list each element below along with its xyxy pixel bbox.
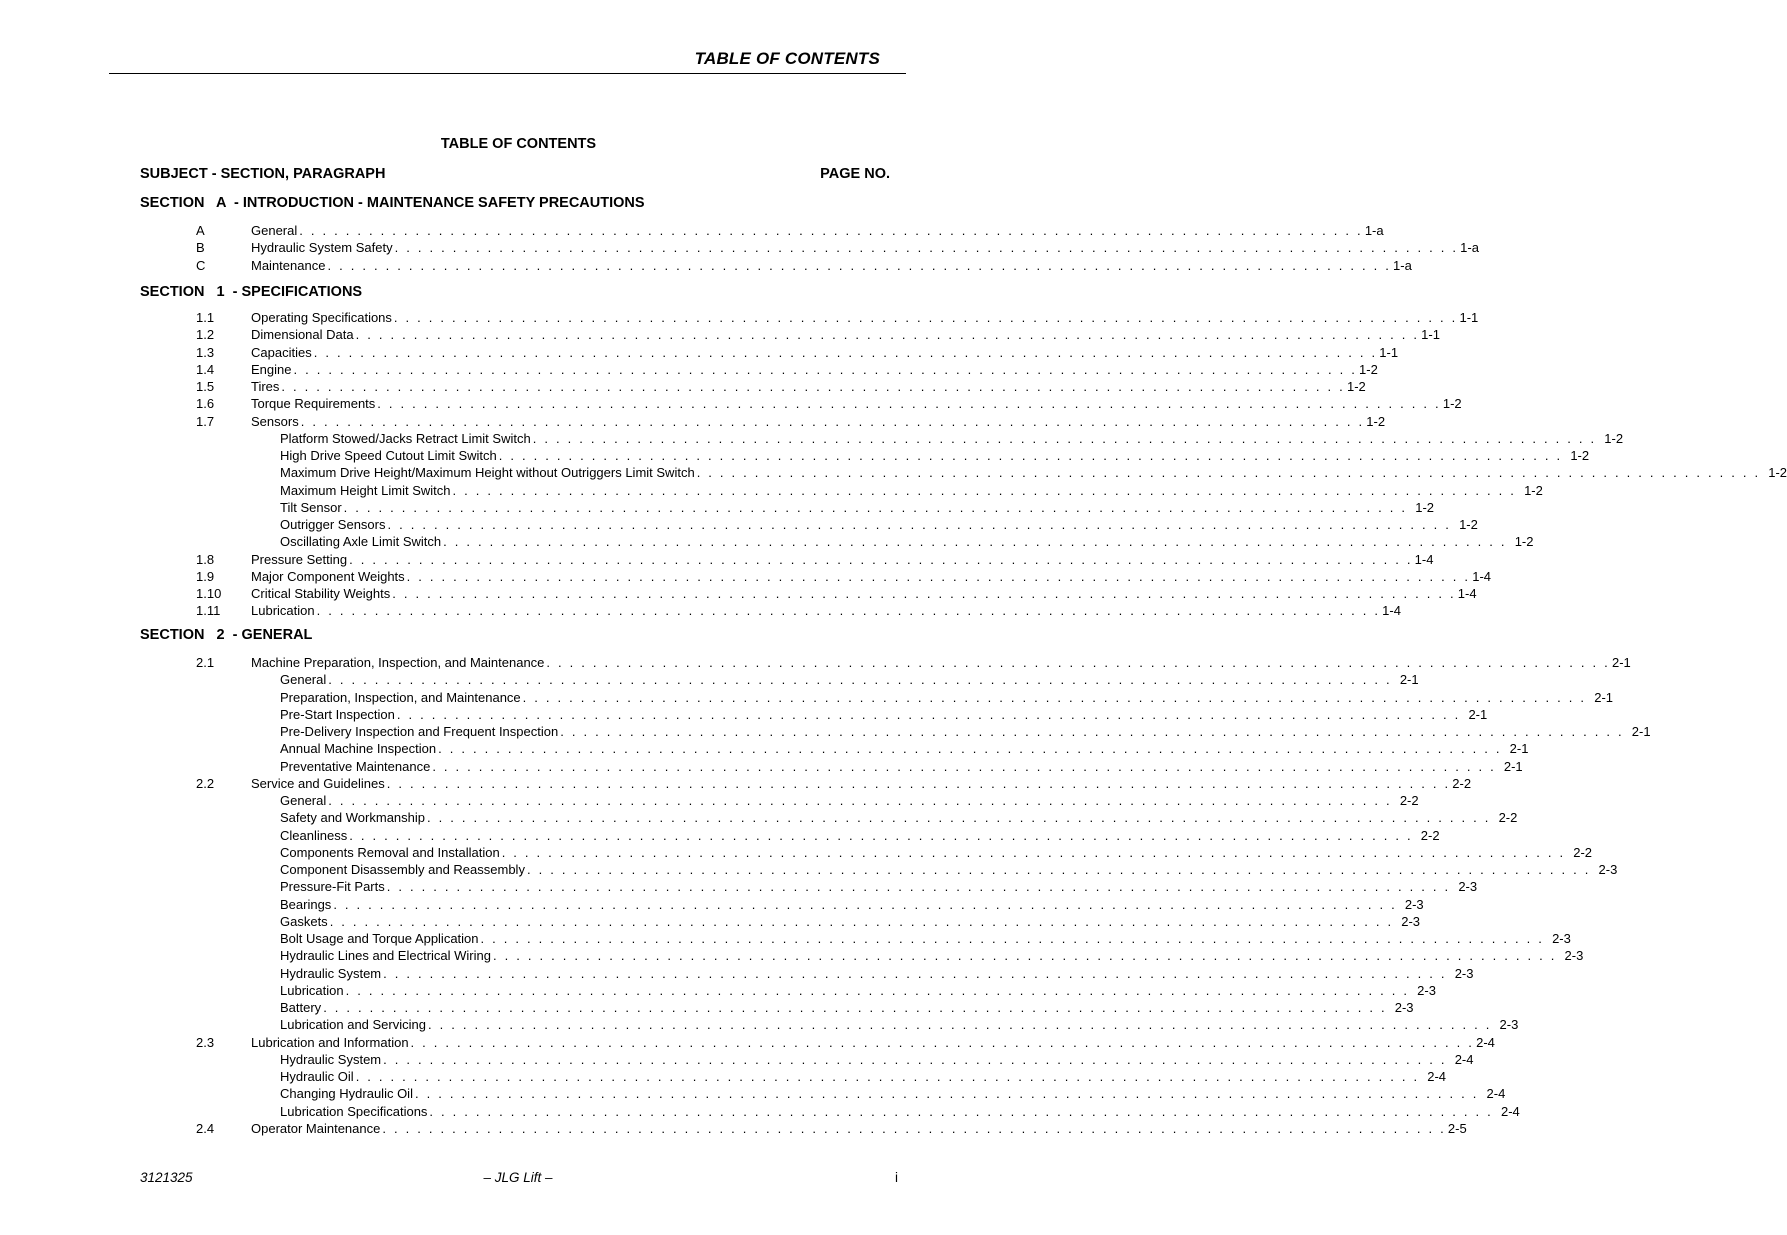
page-column-head: PAGE NO. bbox=[820, 166, 890, 182]
toc-entry-title: Operator Maintenance bbox=[251, 1120, 381, 1136]
dot-leader: . . . . . . . . . . . . . . . . . . . . . . . . . . . . . . . . . . . . . . . . . . . . . . . . . . . . . . . . . . . . . . . . . . . . . . . . . . . . . . . . . . . . . . . . . . . . bbox=[443, 534, 1507, 550]
dot-leader: . . . . . . . . . . . . . . . . . . . . . . . . . . . . . . . . . . . . . . . . . . . . . . . . . . . . . . . . . . . . . . . . . . . . . . . . . . . . . . . . . . . . . . . . . . . . bbox=[343, 499, 1408, 515]
toc-entry-title: Engine bbox=[251, 361, 292, 377]
toc-entry[interactable] bbox=[0, 999, 1414, 1016]
footer-doc-number: 3121325 bbox=[140, 1170, 193, 1185]
toc-entry-page: 1-a bbox=[1364, 223, 1384, 238]
toc-entry[interactable] bbox=[0, 1051, 1474, 1068]
toc-entry[interactable] bbox=[0, 568, 1492, 585]
toc-entry[interactable] bbox=[0, 775, 1472, 792]
doc-title: TABLE OF CONTENTS bbox=[440, 136, 597, 152]
toc-entry-page: 1-2 bbox=[1514, 534, 1534, 550]
dot-leader: . . . . . . . . . . . . . . . . . . . . . . . . . . . . . . . . . . . . . . . . . . . . . . . . . . . . . . . . . . . . . . . . . . . . . . . . . . . . . . . . . . . . . . . . . . . . bbox=[498, 448, 1563, 463]
toc-entry-page: 2-2 bbox=[1452, 775, 1472, 791]
toc-entry-title: Hydraulic System bbox=[280, 965, 382, 981]
toc-entry-title: General bbox=[251, 223, 298, 238]
toc-entry-page: 1-2 bbox=[1524, 482, 1543, 498]
toc-entry-title: Operating Specifications bbox=[251, 310, 392, 325]
toc-entry-number: B bbox=[196, 240, 205, 256]
toc-entry-title: Torque Requirements bbox=[251, 396, 376, 412]
toc-entry-title: Outrigger Sensors bbox=[280, 517, 386, 532]
toc-entry-page: 1-2 bbox=[1442, 396, 1462, 412]
toc-entry-title: Preparation, Inspection, and Maintenance bbox=[280, 689, 521, 705]
toc-entry-page: 2-4 bbox=[1454, 1051, 1474, 1067]
toc-entry-page: 2-1 bbox=[1503, 758, 1523, 774]
toc-entry[interactable] bbox=[0, 1103, 1520, 1120]
toc-entry-page: 1-2 bbox=[1459, 517, 1478, 532]
section-heading: SECTION 1 - SPECIFICATIONS bbox=[140, 284, 363, 300]
dot-leader: . . . . . . . . . . . . . . . . . . . . . . . . . . . . . . . . . . . . . . . . . . . . . . . . . . . . . . . . . . . . . . . . . . . . . . . . . . . . . . . . . . . . . . . . . . . . bbox=[429, 1103, 1493, 1119]
dot-leader: . . . . . . . . . . . . . . . . . . . . . . . . . . . . . . . . . . . . . . . . . . . . . . . . . . . . . . . . . . . . . . . . . . . . . . . . . . . . . . . . . . . . . . . . . . . . bbox=[383, 1051, 1447, 1067]
toc-entry-title: Bolt Usage and Torque Application bbox=[280, 931, 479, 946]
toc-entry-page: 1-2 bbox=[1768, 465, 1787, 481]
toc-entry-page: 2-1 bbox=[1399, 672, 1419, 688]
toc-entry[interactable] bbox=[0, 896, 1424, 913]
toc-entry-title: Battery bbox=[280, 1000, 322, 1015]
dot-leader: . . . . . . . . . . . . . . . . . . . . . . . . . . . . . . . . . . . . . . . . . . . . . . . . . . . . . . . . . . . . . . . . . . . . . . . . . . . . . . . . . . . . . . . . . . . . bbox=[394, 240, 1459, 256]
toc-entry-title: Lubrication bbox=[280, 982, 344, 998]
dot-leader: . . . . . . . . . . . . . . . . . . . . . . . . . . . . . . . . . . . . . . . . . . . . . . . . . . . . . . . . . . . . . . . . . . . . . . . . . . . . . . . . . . . . . . . . . . . . bbox=[492, 948, 1557, 964]
toc-entry-page: 2-1 bbox=[1468, 706, 1488, 722]
dot-leader: . . . . . . . . . . . . . . . . . . . . . . . . . . . . . . . . . . . . . . . . . . . . . . . . . . . . . . . . . . . . . . . . . . . . . . . . . . . . . . . . . . . . . . . . . . . . bbox=[393, 310, 1458, 325]
toc-entry-number: 1.11 bbox=[196, 603, 221, 619]
toc-entry[interactable] bbox=[0, 947, 1584, 964]
toc-entry[interactable] bbox=[0, 982, 1436, 999]
dot-leader: . . . . . . . . . . . . . . . . . . . . . . . . . . . . . . . . . . . . . . . . . . . . . . . . . . . . . . . . . . . . . . . . . . . . . . . . . . . . . . . . . . . . . . . . . . . . bbox=[349, 551, 1413, 567]
toc-entry[interactable] bbox=[0, 723, 1651, 740]
toc-entry-title: Components Removal and Installation bbox=[280, 844, 500, 860]
dot-leader: . . . . . . . . . . . . . . . . . . . . . . . . . . . . . . . . . . . . . . . . . . . . . . . . . . . . . . . . . . . . . . . . . . . . . . . . . . . . . . . . . . . . . . . . . . . . bbox=[480, 931, 1545, 946]
toc-entry-title: Oscillating Axle Limit Switch bbox=[280, 534, 442, 550]
dot-leader: . . . . . . . . . . . . . . . . . . . . . . . . . . . . . . . . . . . . . . . . . . . . . . . . . . . . . . . . . . . . . . . . . . . . . . . . . . . . . . . . . . . . . . . . . . . . bbox=[333, 896, 1397, 912]
toc-entry[interactable] bbox=[0, 861, 1618, 878]
dot-leader: . . . . . . . . . . . . . . . . . . . . . . . . . . . . . . . . . . . . . . . . . . . . . . . . . . . . . . . . . . . . . . . . . . . . . . . . . . . . . . . . . . . . . . . . . . . . bbox=[452, 482, 1517, 498]
toc-entry-title: Critical Stability Weights bbox=[251, 586, 391, 601]
toc-entry-page: 2-3 bbox=[1458, 879, 1478, 895]
toc-entry-page: 1-1 bbox=[1379, 344, 1399, 360]
toc-entry[interactable] bbox=[0, 222, 1384, 239]
toc-entry[interactable] bbox=[0, 689, 1614, 706]
toc-entry-page: 2-3 bbox=[1564, 948, 1584, 964]
toc-entry[interactable] bbox=[0, 447, 1590, 464]
toc-entry-title: Pre-Start Inspection bbox=[280, 706, 395, 722]
toc-entry[interactable] bbox=[0, 430, 1624, 447]
toc-entry[interactable] bbox=[0, 344, 1399, 361]
toc-entry[interactable] bbox=[0, 602, 1401, 619]
toc-entry-page: 2-3 bbox=[1394, 1000, 1414, 1015]
toc-entry-title: General bbox=[280, 672, 327, 688]
toc-entry[interactable] bbox=[0, 913, 1421, 930]
toc-entry-page: 1-4 bbox=[1382, 603, 1401, 619]
dot-leader: . . . . . . . . . . . . . . . . . . . . . . . . . . . . . . . . . . . . . . . . . . . . . . . . . . . . . . . . . . . . . . . . . . . . . . . . . . . . . . . . . . . . . . . . . . . . bbox=[313, 344, 1378, 360]
toc-entry[interactable] bbox=[0, 464, 1787, 481]
toc-entry-title: Lubrication and Information bbox=[251, 1034, 409, 1050]
dot-leader: . . . . . . . . . . . . . . . . . . . . . . . . . . . . . . . . . . . . . . . . . . . . . . . . . . . . . . . . . . . . . . . . . . . . . . . . . . . . . . . . . . . . . . . . . . . . bbox=[501, 844, 1566, 860]
dot-leader: . . . . . . . . . . . . . . . . . . . . . . . . . . . . . . . . . . . . . . . . . . . . . . . . . . . . . . . . . . . . . . . . . . . . . . . . . . . . . . . . . . . . . . . . . . . . bbox=[406, 568, 1471, 584]
toc-entry-page: 1-2 bbox=[1570, 448, 1590, 463]
dot-leader: . . . . . . . . . . . . . . . . . . . . . . . . . . . . . . . . . . . . . . . . . . . . . . . . . . . . . . . . . . . . . . . . . . . . . . . . . . . . . . . . . . . . . . . . . . . . bbox=[696, 465, 1761, 481]
toc-entry-number: 1.6 bbox=[196, 396, 215, 412]
toc-entry[interactable] bbox=[0, 413, 1386, 430]
toc-entry-title: Maintenance bbox=[251, 257, 326, 273]
toc-entry-page: 2-1 bbox=[1631, 724, 1651, 739]
dot-leader: . . . . . . . . . . . . . . . . . . . . . . . . . . . . . . . . . . . . . . . . . . . . . . . . . . . . . . . . . . . . . . . . . . . . . . . . . . . . . . . . . . . . . . . . . . . . bbox=[345, 982, 1410, 998]
toc-entry-page: 2-3 bbox=[1404, 896, 1424, 912]
toc-entry[interactable] bbox=[0, 482, 1543, 499]
toc-entry-page: 2-4 bbox=[1500, 1103, 1520, 1119]
toc-entry-page: 2-4 bbox=[1486, 1086, 1506, 1102]
dot-leader: . . . . . . . . . . . . . . . . . . . . . . . . . . . . . . . . . . . . . . . . . . . . . . . . . . . . . . . . . . . . . . . . . . . . . . . . . . . . . . . . . . . . . . . . . . . . bbox=[526, 862, 1591, 877]
toc-entry-page: 2-2 bbox=[1420, 827, 1440, 843]
toc-entry-title: Preventative Maintenance bbox=[280, 758, 431, 774]
toc-entry-number: A bbox=[196, 223, 205, 238]
toc-entry[interactable] bbox=[0, 326, 1440, 343]
toc-entry-title: Pressure Setting bbox=[251, 551, 348, 567]
toc-entry-number: 1.8 bbox=[196, 551, 215, 567]
toc-entry-page: 1-a bbox=[1393, 257, 1412, 273]
toc-entry-title: High Drive Speed Cutout Limit Switch bbox=[280, 448, 497, 463]
toc-entry-title: Hydraulic System Safety bbox=[251, 240, 393, 256]
toc-entry[interactable] bbox=[0, 740, 1529, 757]
dot-leader: . . . . . . . . . . . . . . . . . . . . . . . . . . . . . . . . . . . . . . . . . . . . . . . . . . . . . . . . . . . . . . . . . . . . . . . . . . . . . . . . . . . . . . . . . . . . bbox=[438, 741, 1502, 757]
dot-leader: . . . . . . . . . . . . . . . . . . . . . . . . . . . . . . . . . . . . . . . . . . . . . . . . . . . . . . . . . . . . . . . . . . . . . . . . . . . . . . . . . . . . . . . . . . . . bbox=[410, 1034, 1475, 1050]
toc-entry-title: Tilt Sensor bbox=[280, 499, 342, 515]
toc-entry-number: C bbox=[196, 257, 206, 273]
toc-entry-title: Capacities bbox=[251, 344, 312, 360]
toc-entry-page: 1-4 bbox=[1414, 551, 1434, 567]
toc-entry-page: 1-2 bbox=[1366, 413, 1386, 429]
dot-leader: . . . . . . . . . . . . . . . . . . . . . . . . . . . . . . . . . . . . . . . . . . . . . . . . . . . . . . . . . . . . . . . . . . . . . . . . . . . . . . . . . . . . . . . . . . . . bbox=[327, 257, 1392, 273]
dot-leader: . . . . . . . . . . . . . . . . . . . . . . . . . . . . . . . . . . . . . . . . . . . . . . . . . . . . . . . . . . . . . . . . . . . . . . . . . . . . . . . . . . . . . . . . . . . . bbox=[382, 1120, 1446, 1136]
toc-entry-page: 2-2 bbox=[1573, 844, 1593, 860]
toc-entry-page: 1-a bbox=[1460, 240, 1479, 256]
footer-brand: – JLG Lift – bbox=[483, 1170, 553, 1185]
toc-entry-number: 2.4 bbox=[196, 1120, 215, 1136]
toc-entry-page: 2-3 bbox=[1417, 982, 1436, 998]
toc-entry-title: Maximum Drive Height/Maximum Height without Outriggers Limit Switch bbox=[280, 465, 695, 481]
toc-entry-number: 1.10 bbox=[196, 586, 222, 601]
dot-leader: . . . . . . . . . . . . . . . . . . . . . . . . . . . . . . . . . . . . . . . . . . . . . . . . . . . . . . . . . . . . . . . . . . . . . . . . . . . . . . . . . . . . . . . . . . . . bbox=[386, 879, 1451, 895]
dot-leader: . . . . . . . . . . . . . . . . . . . . . . . . . . . . . . . . . . . . . . . . . . . . . . . . . . . . . . . . . . . . . . . . . . . . . . . . . . . . . . . . . . . . . . . . . . . . bbox=[300, 413, 1365, 429]
dot-leader: . . . . . . . . . . . . . . . . . . . . . . . . . . . . . . . . . . . . . . . . . . . . . . . . . . . . . . . . . . . . . . . . . . . . . . . . . . . . . . . . . . . . . . . . . . . . bbox=[377, 396, 1441, 412]
toc-entry-title: Pre-Delivery Inspection and Frequent Inspection bbox=[280, 724, 559, 739]
toc-entry-title: Dimensional Data bbox=[251, 327, 354, 343]
toc-entry[interactable] bbox=[0, 533, 1534, 550]
toc-entry[interactable] bbox=[0, 1068, 1447, 1085]
toc-entry[interactable] bbox=[0, 654, 1631, 671]
toc-entry-page: 2-3 bbox=[1454, 965, 1474, 981]
toc-entry-number: 2.3 bbox=[196, 1034, 215, 1050]
dot-leader: . . . . . . . . . . . . . . . . . . . . . . . . . . . . . . . . . . . . . . . . . . . . . . . . . . . . . . . . . . . . . . . . . . . . . . . . . . . . . . . . . . . . . . . . . . . . bbox=[281, 379, 1345, 394]
toc-entry-page: 1-2 bbox=[1346, 379, 1366, 394]
toc-entry-page: 1-4 bbox=[1472, 568, 1492, 584]
toc-entry-title: Annual Machine Inspection bbox=[280, 741, 437, 757]
toc-entry[interactable] bbox=[0, 499, 1435, 516]
toc-entry-title: Major Component Weights bbox=[251, 568, 405, 584]
toc-entry-title: Bearings bbox=[280, 896, 332, 912]
toc-entry-page: 1-4 bbox=[1457, 586, 1477, 601]
toc-entry-page: 1-1 bbox=[1459, 310, 1479, 325]
toc-entry-number: 2.2 bbox=[196, 775, 215, 791]
toc-entry-number: 1.7 bbox=[196, 413, 215, 429]
dot-leader: . . . . . . . . . . . . . . . . . . . . . . . . . . . . . . . . . . . . . . . . . . . . . . . . . . . . . . . . . . . . . . . . . . . . . . . . . . . . . . . . . . . . . . . . . . . . bbox=[316, 603, 1381, 619]
toc-entry[interactable] bbox=[0, 1016, 1519, 1033]
dot-leader: . . . . . . . . . . . . . . . . . . . . . . . . . . . . . . . . . . . . . . . . . . . . . . . . . . . . . . . . . . . . . . . . . . . . . . . . . . . . . . . . . . . . . . . . . . . . bbox=[386, 775, 1451, 791]
toc-entry-title: Service and Guidelines bbox=[251, 775, 385, 791]
toc-entry-number: 1.1 bbox=[196, 310, 215, 325]
toc-entry[interactable] bbox=[0, 257, 1412, 274]
toc-entry[interactable] bbox=[0, 395, 1462, 412]
toc-entry-number: 1.5 bbox=[196, 379, 215, 394]
toc-entry[interactable] bbox=[0, 930, 1571, 947]
dot-leader: . . . . . . . . . . . . . . . . . . . . . . . . . . . . . . . . . . . . . . . . . . . . . . . . . . . . . . . . . . . . . . . . . . . . . . . . . . . . . . . . . . . . . . . . . . . . bbox=[355, 327, 1420, 343]
toc-entry-page: 2-4 bbox=[1427, 1069, 1447, 1084]
toc-entry[interactable] bbox=[0, 1120, 1467, 1137]
toc-entry-title: Machine Preparation, Inspection, and Maintenance bbox=[251, 655, 545, 670]
toc-entry-title: Hydraulic Lines and Electrical Wiring bbox=[280, 948, 491, 964]
toc-entry[interactable] bbox=[0, 671, 1419, 688]
dot-leader: . . . . . . . . . . . . . . . . . . . . . . . . . . . . . . . . . . . . . . . . . . . . . . . . . . . . . . . . . . . . . . . . . . . . . . . . . . . . . . . . . . . . . . . . . . . . bbox=[387, 517, 1452, 532]
toc-entry-title: Lubrication Specifications bbox=[280, 1103, 428, 1119]
subject-column-head: SUBJECT - SECTION, PARAGRAPH bbox=[140, 166, 386, 182]
toc-entry-title: Hydraulic System bbox=[280, 1051, 382, 1067]
toc-entry-page: 2-2 bbox=[1498, 810, 1518, 826]
toc-entry[interactable] bbox=[0, 239, 1479, 256]
toc-entry-title: Component Disassembly and Reassembly bbox=[280, 862, 525, 877]
toc-entry-page: 2-4 bbox=[1476, 1034, 1495, 1050]
dot-leader: . . . . . . . . . . . . . . . . . . . . . . . . . . . . . . . . . . . . . . . . . . . . . . . . . . . . . . . . . . . . . . . . . . . . . . . . . . . . . . . . . . . . . . . . . . . . bbox=[349, 827, 1413, 843]
toc-entry[interactable] bbox=[0, 1034, 1495, 1051]
section-heading: SECTION A - INTRODUCTION - MAINTENANCE SAFETY PRECAUTIONS bbox=[140, 195, 645, 211]
toc-entry[interactable] bbox=[0, 878, 1478, 895]
dot-leader: . . . . . . . . . . . . . . . . . . . . . . . . . . . . . . . . . . . . . . . . . . . . . . . . . . . . . . . . . . . . . . . . . . . . . . . . . . . . . . . . . . . . . . . . . . . . bbox=[293, 361, 1358, 377]
dot-leader: . . . . . . . . . . . . . . . . . . . . . . . . . . . . . . . . . . . . . . . . . . . . . . . . . . . . . . . . . . . . . . . . . . . . . . . . . . . . . . . . . . . . . . . . . . . . bbox=[355, 1069, 1420, 1084]
toc-entry[interactable] bbox=[0, 361, 1378, 378]
dot-leader: . . . . . . . . . . . . . . . . . . . . . . . . . . . . . . . . . . . . . . . . . . . . . . . . . . . . . . . . . . . . . . . . . . . . . . . . . . . . . . . . . . . . . . . . . . . . bbox=[323, 1000, 1387, 1015]
toc-entry-number: 1.9 bbox=[196, 568, 215, 584]
dot-leader: . . . . . . . . . . . . . . . . . . . . . . . . . . . . . . . . . . . . . . . . . . . . . . . . . . . . . . . . . . . . . . . . . . . . . . . . . . . . . . . . . . . . . . . . . . . . bbox=[522, 689, 1587, 705]
header-title: TABLE OF CONTENTS bbox=[694, 49, 880, 68]
toc-entry-title: Gaskets bbox=[280, 913, 328, 929]
toc-entry-page: 1-2 bbox=[1415, 499, 1435, 515]
toc-entry-title: Pressure-Fit Parts bbox=[280, 879, 385, 895]
toc-entry-title: Changing Hydraulic Oil bbox=[280, 1086, 413, 1102]
dot-leader: . . . . . . . . . . . . . . . . . . . . . . . . . . . . . . . . . . . . . . . . . . . . . . . . . . . . . . . . . . . . . . . . . . . . . . . . . . . . . . . . . . . . . . . . . . . . bbox=[299, 223, 1363, 238]
toc-entry-page: 2-1 bbox=[1594, 689, 1614, 705]
toc-entry-title: Cleanliness bbox=[280, 827, 348, 843]
dot-leader: . . . . . . . . . . . . . . . . . . . . . . . . . . . . . . . . . . . . . . . . . . . . . . . . . . . . . . . . . . . . . . . . . . . . . . . . . . . . . . . . . . . . . . . . . . . . bbox=[427, 1017, 1492, 1033]
dot-leader: . . . . . . . . . . . . . . . . . . . . . . . . . . . . . . . . . . . . . . . . . . . . . . . . . . . . . . . . . . . . . . . . . . . . . . . . . . . . . . . . . . . . . . . . . . . . bbox=[329, 913, 1394, 929]
toc-entry-title: Lubrication bbox=[251, 603, 315, 619]
dot-leader: . . . . . . . . . . . . . . . . . . . . . . . . . . . . . . . . . . . . . . . . . . . . . . . . . . . . . . . . . . . . . . . . . . . . . . . . . . . . . . . . . . . . . . . . . . . . bbox=[414, 1086, 1479, 1102]
footer-page-number: i bbox=[895, 1170, 898, 1185]
toc-entry-title: Sensors bbox=[251, 413, 299, 429]
toc-entry-title: General bbox=[280, 793, 327, 808]
dot-leader: . . . . . . . . . . . . . . . . . . . . . . . . . . . . . . . . . . . . . . . . . . . . . . . . . . . . . . . . . . . . . . . . . . . . . . . . . . . . . . . . . . . . . . . . . . . . bbox=[383, 965, 1447, 981]
toc-entry[interactable] bbox=[0, 585, 1477, 602]
toc-entry[interactable] bbox=[0, 378, 1366, 395]
dot-leader: . . . . . . . . . . . . . . . . . . . . . . . . . . . . . . . . . . . . . . . . . . . . . . . . . . . . . . . . . . . . . . . . . . . . . . . . . . . . . . . . . . . . . . . . . . . . bbox=[560, 724, 1624, 739]
toc-entry-page: 2-3 bbox=[1598, 862, 1618, 877]
toc-entry-title: Lubrication and Servicing bbox=[280, 1017, 426, 1033]
toc-entry-page: 2-2 bbox=[1399, 793, 1419, 808]
toc-entry-title: Maximum Height Limit Switch bbox=[280, 482, 451, 498]
toc-entry-page: 2-3 bbox=[1499, 1017, 1519, 1033]
toc-entry-page: 1-1 bbox=[1421, 327, 1440, 343]
toc-entry-page: 2-3 bbox=[1401, 913, 1421, 929]
dot-leader: . . . . . . . . . . . . . . . . . . . . . . . . . . . . . . . . . . . . . . . . . . . . . . . . . . . . . . . . . . . . . . . . . . . . . . . . . . . . . . . . . . . . . . . . . . . . bbox=[546, 655, 1610, 670]
toc-entry[interactable] bbox=[0, 965, 1474, 982]
toc-entry[interactable] bbox=[0, 809, 1518, 826]
dot-leader: . . . . . . . . . . . . . . . . . . . . . . . . . . . . . . . . . . . . . . . . . . . . . . . . . . . . . . . . . . . . . . . . . . . . . . . . . . . . . . . . . . . . . . . . . . . . bbox=[328, 793, 1392, 808]
toc-entry-number: 2.1 bbox=[196, 655, 215, 670]
toc-entry-number: 1.3 bbox=[196, 344, 215, 360]
toc-entry-title: Hydraulic Oil bbox=[280, 1069, 354, 1084]
toc-entry-page: 1-2 bbox=[1604, 430, 1624, 446]
toc-entry-number: 1.4 bbox=[196, 361, 215, 377]
dot-leader: . . . . . . . . . . . . . . . . . . . . . . . . . . . . . . . . . . . . . . . . . . . . . . . . . . . . . . . . . . . . . . . . . . . . . . . . . . . . . . . . . . . . . . . . . . . . bbox=[392, 586, 1456, 601]
toc-entry[interactable] bbox=[0, 551, 1434, 568]
toc-entry[interactable] bbox=[0, 844, 1593, 861]
toc-entry-number: 1.2 bbox=[196, 327, 215, 343]
header-rule bbox=[109, 73, 906, 74]
dot-leader: . . . . . . . . . . . . . . . . . . . . . . . . . . . . . . . . . . . . . . . . . . . . . . . . . . . . . . . . . . . . . . . . . . . . . . . . . . . . . . . . . . . . . . . . . . . . bbox=[427, 810, 1491, 826]
section-heading: SECTION 2 - GENERAL bbox=[140, 627, 313, 643]
toc-entry-page: 1-2 bbox=[1359, 361, 1378, 377]
toc-entry[interactable] bbox=[0, 706, 1488, 723]
toc-entry[interactable] bbox=[0, 516, 1478, 533]
dot-leader: . . . . . . . . . . . . . . . . . . . . . . . . . . . . . . . . . . . . . . . . . . . . . . . . . . . . . . . . . . . . . . . . . . . . . . . . . . . . . . . . . . . . . . . . . . . . bbox=[532, 430, 1597, 446]
dot-leader: . . . . . . . . . . . . . . . . . . . . . . . . . . . . . . . . . . . . . . . . . . . . . . . . . . . . . . . . . . . . . . . . . . . . . . . . . . . . . . . . . . . . . . . . . . . . bbox=[328, 672, 1392, 688]
toc-entry-title: Platform Stowed/Jacks Retract Limit Switch bbox=[280, 430, 531, 446]
toc-entry-title: Safety and Workmanship bbox=[280, 810, 425, 826]
dot-leader: . . . . . . . . . . . . . . . . . . . . . . . . . . . . . . . . . . . . . . . . . . . . . . . . . . . . . . . . . . . . . . . . . . . . . . . . . . . . . . . . . . . . . . . . . . . . bbox=[432, 758, 1496, 774]
toc-entry-page: 2-5 bbox=[1447, 1120, 1467, 1136]
toc-entry[interactable] bbox=[0, 827, 1440, 844]
toc-entry-page: 2-3 bbox=[1552, 931, 1571, 946]
toc-entry[interactable] bbox=[0, 758, 1523, 775]
toc-entry-title: Tires bbox=[251, 379, 280, 394]
dot-leader: . . . . . . . . . . . . . . . . . . . . . . . . . . . . . . . . . . . . . . . . . . . . . . . . . . . . . . . . . . . . . . . . . . . . . . . . . . . . . . . . . . . . . . . . . . . . bbox=[396, 706, 1461, 722]
toc-entry[interactable] bbox=[0, 792, 1419, 809]
toc-entry-page: 2-1 bbox=[1611, 655, 1631, 670]
toc-entry-page: 2-1 bbox=[1509, 741, 1529, 757]
toc-entry[interactable] bbox=[0, 309, 1479, 326]
toc-entry[interactable] bbox=[0, 1085, 1506, 1102]
